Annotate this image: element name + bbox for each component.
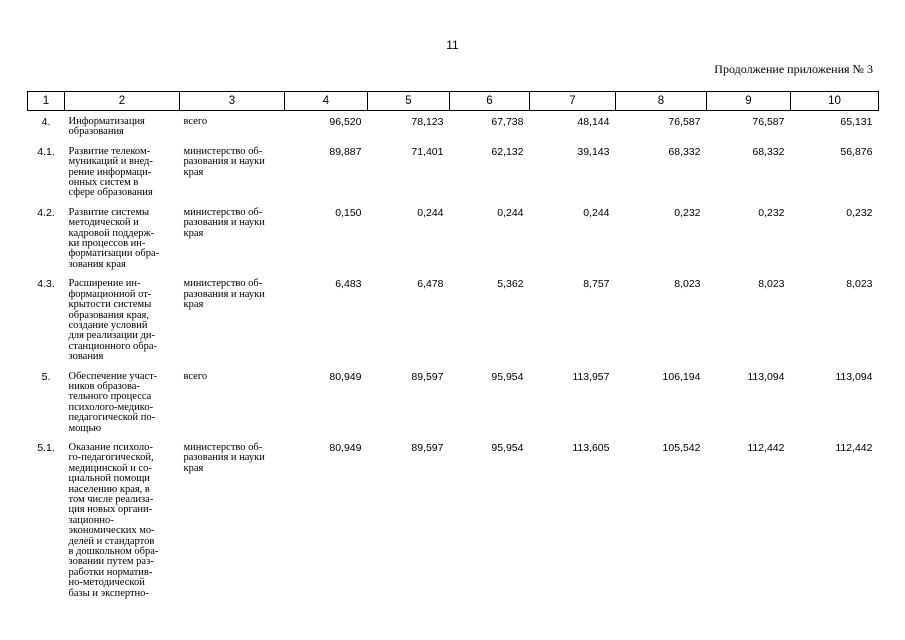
value-cell: 56,876 bbox=[840, 145, 873, 158]
value-cell: 6,478 bbox=[417, 278, 444, 291]
executor: всего bbox=[183, 116, 208, 127]
value-cell: 89,887 bbox=[329, 145, 362, 158]
value-cell: 65,131 bbox=[840, 116, 873, 128]
value-cell: 105,542 bbox=[662, 441, 701, 454]
executor: министерство об- разования и науки края bbox=[183, 278, 265, 311]
table-row bbox=[28, 366, 879, 437]
value-cell: 112,442 bbox=[747, 441, 785, 454]
table-row bbox=[28, 273, 879, 365]
table-row bbox=[28, 141, 879, 202]
row-number: 4.1. bbox=[37, 145, 55, 158]
page-number: 11 bbox=[446, 38, 459, 52]
column-number-row bbox=[28, 92, 879, 111]
value-cell: 113,957 bbox=[572, 370, 610, 383]
appendix-table bbox=[27, 91, 879, 602]
value-cell: 80,949 bbox=[329, 441, 362, 454]
table-row bbox=[28, 202, 879, 273]
value-cell: 48,144 bbox=[577, 116, 610, 128]
appendix-continuation-note: Продолжение приложения № 3 bbox=[714, 62, 873, 76]
value-cell: 89,597 bbox=[411, 370, 444, 383]
value-cell: 96,520 bbox=[329, 116, 362, 128]
value-cell: 95,954 bbox=[491, 370, 524, 383]
measure-name: Оказание психоло- го-педагогической, медицинской и со- циальной помощи населению края, в том числе реализа- ция новых органи- зационно- экономических мо- делей и стандартов в дошкольном обра- зовании путем раз- работки норматив- но-методической базы и экспертно- bbox=[68, 441, 159, 599]
measure-name: Информатизация образования bbox=[68, 116, 145, 138]
executor: министерство об- разования и науки края bbox=[183, 441, 265, 474]
measure-name: Развитие системы методической и кадровой поддерж- ки процессов ин- форматизации обра- зования края bbox=[68, 206, 160, 270]
value-cell: 0,244 bbox=[417, 206, 444, 219]
measure-name: Расширение ин- формационной от- крытости системы образования края, создание условий для реализации ди- станционного обра- зования bbox=[68, 278, 158, 363]
row-number: 5. bbox=[41, 370, 51, 383]
value-cell: 106,194 bbox=[662, 370, 701, 383]
column-header: 8 bbox=[616, 92, 707, 111]
value-cell: 39,143 bbox=[577, 145, 610, 158]
column-header: 4 bbox=[285, 92, 368, 111]
table-row bbox=[28, 437, 879, 602]
column-header: 7 bbox=[530, 92, 616, 111]
value-cell: 89,597 bbox=[411, 441, 444, 454]
value-cell: 68,332 bbox=[668, 145, 701, 158]
column-header: 2 bbox=[65, 92, 180, 111]
value-cell: 6,483 bbox=[335, 278, 362, 291]
value-cell: 0,232 bbox=[674, 206, 701, 219]
row-number: 4.3. bbox=[37, 278, 55, 291]
value-cell: 0,150 bbox=[335, 206, 362, 219]
row-number: 5.1. bbox=[37, 441, 55, 454]
row-number: 4.2. bbox=[37, 206, 55, 219]
value-cell: 113,605 bbox=[572, 441, 610, 454]
value-cell: 8,023 bbox=[674, 278, 701, 291]
value-cell: 0,232 bbox=[846, 206, 873, 219]
value-cell: 76,587 bbox=[668, 116, 701, 128]
value-cell: 67,738 bbox=[491, 116, 524, 128]
value-cell: 8,023 bbox=[758, 278, 785, 291]
column-header: 5 bbox=[368, 92, 450, 111]
executor: всего bbox=[183, 370, 208, 382]
value-cell: 0,244 bbox=[583, 206, 610, 219]
value-cell: 62,132 bbox=[491, 145, 524, 158]
row-number: 4. bbox=[41, 116, 51, 128]
value-cell: 78,123 bbox=[411, 116, 444, 128]
value-cell: 0,232 bbox=[758, 206, 785, 219]
column-header: 1 bbox=[28, 92, 65, 111]
executor: министерство об- разования и науки края bbox=[183, 206, 265, 239]
column-header: 10 bbox=[791, 92, 879, 111]
value-cell: 113,094 bbox=[835, 370, 873, 383]
value-cell: 8,023 bbox=[846, 278, 873, 291]
value-cell: 68,332 bbox=[752, 145, 785, 158]
value-cell: 80,949 bbox=[329, 370, 362, 383]
value-cell: 113,094 bbox=[747, 370, 785, 383]
value-cell: 0,244 bbox=[497, 206, 524, 219]
table-row bbox=[28, 111, 879, 141]
value-cell: 76,587 bbox=[752, 116, 785, 128]
column-header: 6 bbox=[450, 92, 530, 111]
column-header: 9 bbox=[707, 92, 791, 111]
value-cell: 112,442 bbox=[835, 441, 873, 454]
value-cell: 71,401 bbox=[411, 145, 444, 158]
executor: министерство об- разования и науки края bbox=[183, 145, 265, 178]
value-cell: 95,954 bbox=[491, 441, 524, 454]
column-header: 3 bbox=[180, 92, 285, 111]
measure-name: Развитие телеком- муникаций и внед- рение информаци- онных систем в сфере образования bbox=[68, 145, 153, 199]
value-cell: 5,362 bbox=[497, 278, 524, 291]
measure-name: Обеспечение участ- ников образова- тельного процесса психолого-медико- педагогической по- мощью bbox=[68, 370, 158, 434]
value-cell: 8,757 bbox=[583, 278, 610, 291]
